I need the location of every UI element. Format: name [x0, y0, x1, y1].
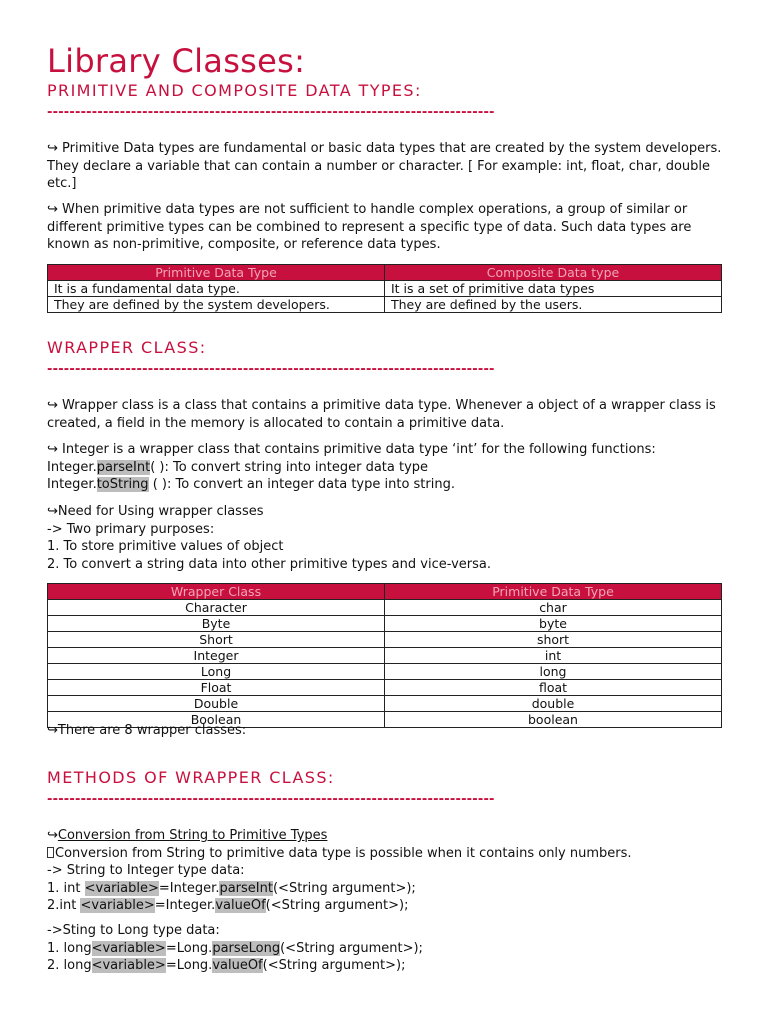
table-row — [48, 680, 722, 696]
table-cell: float — [385, 680, 722, 696]
table-cell: They are defined by the system developers. — [48, 297, 385, 313]
table-cell: short — [385, 632, 722, 648]
subheading-conversion: Conversion from String to Primitive Types — [57, 828, 328, 843]
table-wrapper-classes — [47, 583, 722, 728]
table-header-cell: Primitive Data Type — [385, 584, 722, 600]
paragraph-wrapper-definition: ↪ Wrapper class is a class that contains a primitive data type. Whenever a object of a wrapper class is created, a field in the memory is allocated to contain a primitive data. — [47, 398, 716, 431]
text-span: Conversion from String to primitive data type is possible when it contains only numbers. — [55, 845, 632, 861]
text-span: (<String argument>); — [265, 898, 409, 913]
table-header-cell: Primitive Data Type — [48, 265, 385, 281]
text-span: 2.int — [47, 898, 81, 913]
table-header-cell: Composite Data type — [385, 265, 722, 281]
table-primitive-vs-composite — [47, 264, 722, 313]
text-line: 2. To convert a string data into other primitive types and vice-versa. — [47, 556, 491, 572]
section-heading-methods: METHODS OF WRAPPER CLASS: — [47, 768, 335, 787]
highlight-variable: <variable> — [91, 940, 166, 956]
string-to-int-block — [47, 827, 723, 915]
table-cell: int — [385, 648, 722, 664]
section-heading-wrapper-class: WRAPPER CLASS: — [47, 338, 207, 357]
text-line — [47, 845, 723, 863]
table-cell: It is a fundamental data type. — [48, 281, 385, 297]
table-row — [48, 664, 722, 680]
text-span: Integer. — [47, 477, 97, 492]
text-line — [47, 827, 723, 845]
table-cell: Short — [48, 632, 385, 648]
text-line: ↪ Integer is a wrapper class that contains primitive data type ‘int’ for the following functions: — [47, 442, 656, 457]
text-span: ( ): To convert an integer data type into string. — [148, 477, 455, 492]
highlight-method: valueOf — [212, 958, 263, 973]
missing-glyph-icon — [47, 847, 54, 858]
table-cell: Integer — [48, 648, 385, 664]
table-cell: Float — [48, 680, 385, 696]
section-divider: -------------------------------------------------------------------------------- — [47, 793, 495, 806]
table-row — [48, 281, 722, 297]
text-span: =Long. — [165, 940, 213, 956]
table-cell: char — [385, 600, 722, 616]
code-line — [47, 957, 723, 975]
table-cell: long — [385, 664, 722, 680]
text-line: ↪Need for Using wrapper classes — [47, 504, 264, 519]
page-title: Library Classes: — [47, 42, 306, 80]
need-for-wrapper-block — [47, 503, 723, 573]
text-line: ->Sting to Long type data: — [47, 923, 220, 938]
highlight-method: valueOf — [215, 898, 266, 913]
text-line — [47, 459, 723, 477]
table-cell: It is a set of primitive data types — [385, 281, 722, 297]
paragraph-composite-definition: ↪ When primitive data types are not sufficient to handle complex operations, a group of similar or different primitive types can be combined to represent a specific type of data. Such data types are known as non-primitive, composite, or reference data types. — [47, 202, 692, 252]
table-cell: Byte — [48, 616, 385, 632]
text-span: Integer. — [47, 459, 97, 475]
text-span: 1. int — [47, 880, 85, 896]
highlight-variable: <variable> — [80, 898, 155, 913]
section-divider: -------------------------------------------------------------------------------- — [47, 363, 495, 376]
text-line: -> String to Integer type data: — [47, 863, 245, 878]
text-line — [47, 476, 723, 494]
code-line — [47, 897, 723, 915]
table-row — [48, 696, 722, 712]
string-to-long-block — [47, 922, 723, 975]
highlight-method: parseLong — [212, 940, 281, 956]
text-span: (<String argument>); — [280, 940, 423, 956]
wrapper-count-note — [47, 722, 723, 740]
text-span: 2. long — [47, 958, 92, 973]
text-span: (<String argument>); — [272, 880, 416, 896]
table-row — [48, 600, 722, 616]
highlight-variable: <variable> — [84, 880, 159, 896]
section-divider: -------------------------------------------------------------------------------- — [47, 106, 495, 119]
table-cell: byte — [385, 616, 722, 632]
text-line: 1. To store primitive values of object — [47, 539, 284, 554]
text-span: =Integer. — [158, 880, 220, 896]
integer-functions-block — [47, 441, 723, 494]
table-header-cell: Wrapper Class — [48, 584, 385, 600]
table-row — [48, 297, 722, 313]
code-line — [47, 880, 723, 898]
text-span: 1. long — [47, 940, 92, 956]
table-row — [48, 632, 722, 648]
text-span: =Integer. — [154, 898, 216, 913]
code-line — [47, 940, 723, 958]
text-span: ( ): To convert string into integer data type — [150, 459, 429, 475]
table-cell: Double — [48, 696, 385, 712]
highlight-tostring: toString — [96, 477, 149, 492]
table-cell: boolean — [385, 712, 722, 728]
table-cell: They are defined by the users. — [385, 297, 722, 313]
table-row — [48, 648, 722, 664]
text-span: (<String argument>); — [262, 958, 406, 973]
table-row — [48, 616, 722, 632]
text-line: -> Two primary purposes: — [47, 521, 215, 537]
table-cell: double — [385, 696, 722, 712]
text-span: =Long. — [165, 958, 213, 973]
text-line: ↪There are 8 wrapper classes: — [47, 723, 247, 738]
highlight-method: parseInt — [219, 880, 273, 896]
paragraph-primitive-definition: ↪ Primitive Data types are fundamental or basic data types that are created by the system developers. They declare a variable that can contain a number or character. [ For example: int, float, char, double etc.] — [47, 141, 722, 191]
table-cell: Long — [48, 664, 385, 680]
section-heading-primitive-composite: PRIMITIVE AND COMPOSITE DATA TYPES: — [47, 81, 422, 100]
arrow-prefix: ↪ — [47, 828, 58, 843]
table-cell: Boolean — [48, 712, 385, 728]
highlight-parseint: parseInt — [96, 459, 151, 475]
highlight-variable: <variable> — [91, 958, 166, 973]
table-cell: Character — [48, 600, 385, 616]
